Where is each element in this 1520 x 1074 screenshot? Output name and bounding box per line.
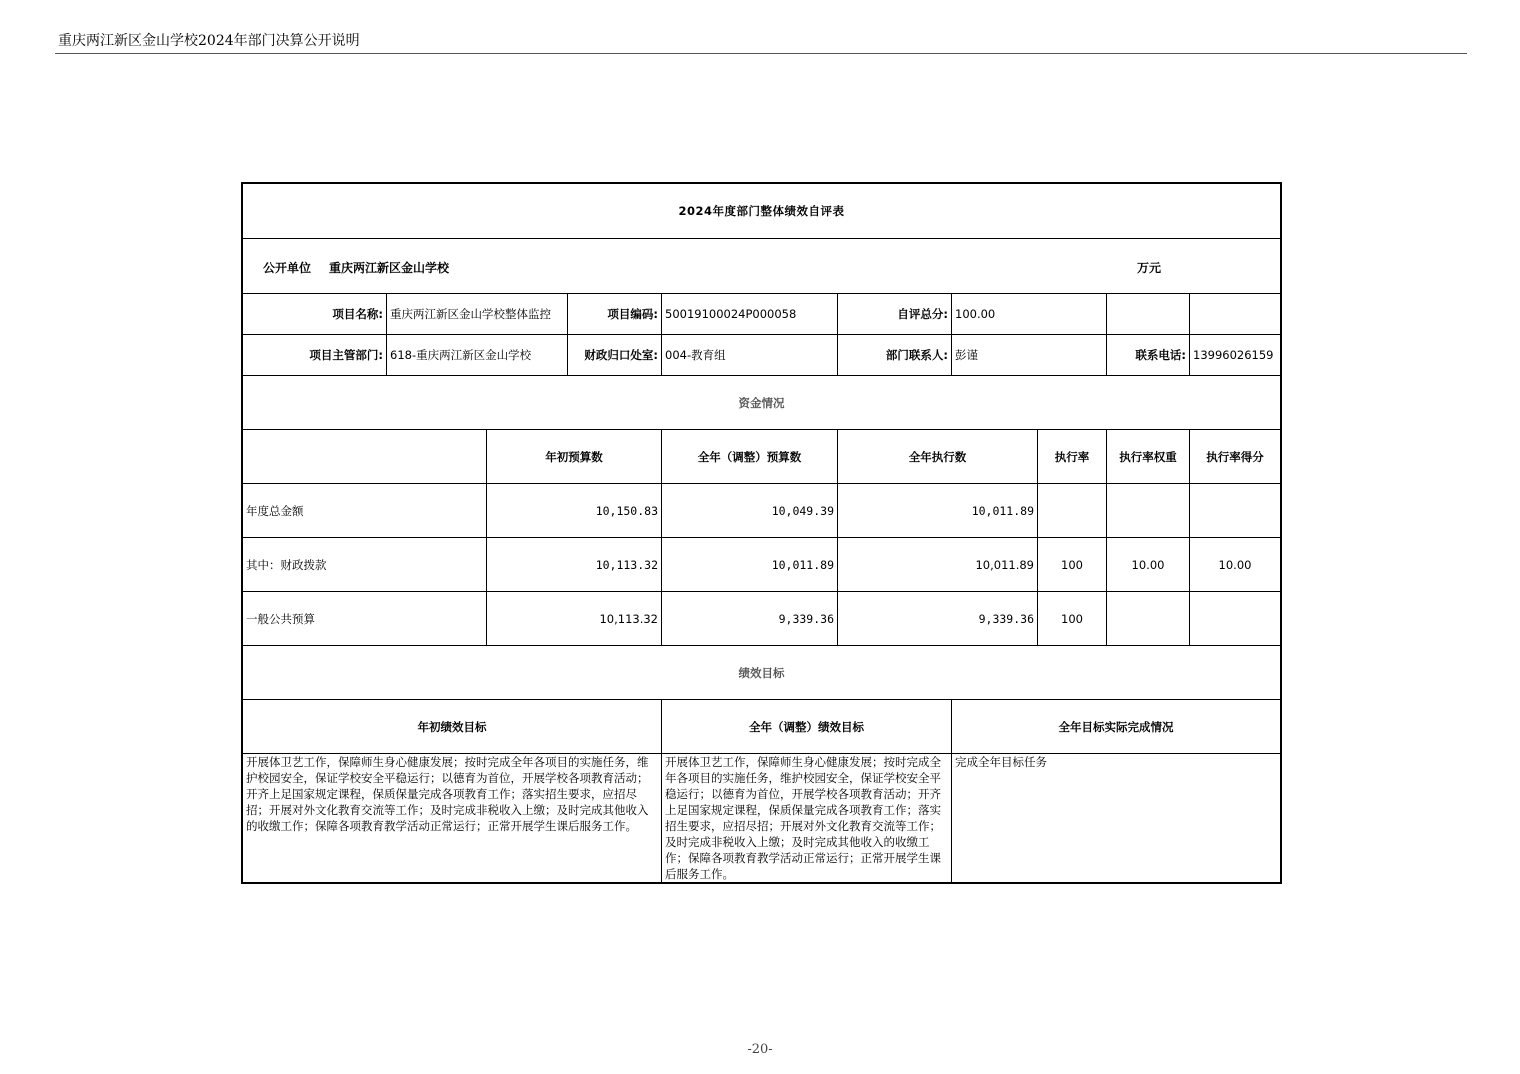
finance-value: 004-教育组 [662, 335, 838, 376]
adjusted-budget-header: 全年（调整）预算数 [662, 430, 838, 484]
page-number: -20- [747, 1042, 773, 1057]
actual-completion-text: 完成全年目标任务 [952, 754, 1281, 883]
contact-value: 彭谨 [952, 335, 1107, 376]
weight-value: 10.00 [1107, 538, 1190, 592]
goals-section-title: 绩效目标 [243, 646, 1281, 700]
page-header: 重庆两江新区金山学校2024年部门决算公开说明 [58, 33, 360, 49]
performance-evaluation-table [242, 183, 1281, 883]
executed-value: 10,011.89 [838, 538, 1038, 592]
project-name-label: 项目名称: [243, 294, 387, 335]
dept-value: 618-重庆两江新区金山学校 [387, 335, 568, 376]
row-label: 年度总金额 [243, 484, 487, 538]
phone-value: 13996026159 [1190, 335, 1281, 376]
adjusted-goals-text: 开展体卫艺工作，保障师生身心健康发展；按时完成全年各项目的实施任务，维护校园安全，保证学校安全平稳运行；以德育为首位，开展学校各项教育活动；开齐上足国家规定课程，保质保量完成各项教育工作；落实招生要求，应招尽招；开展对外文化教育交流等工作；及时完成非税收入上缴；及时完成其他收入的收缴工作；保障各项教育教学活动正常运行；正常开展学生课后服务工作。 [662, 754, 952, 883]
funds-section-title: 资金情况 [243, 376, 1281, 430]
initial-budget-header: 年初预算数 [487, 430, 662, 484]
initial-value: 10,150.83 [487, 484, 662, 538]
executed-value: 10,011.89 [838, 484, 1038, 538]
finance-label: 财政归口处室: [568, 335, 662, 376]
weight-value [1107, 592, 1190, 646]
currency-unit: 万元 [1137, 261, 1162, 275]
empty-cell [1190, 294, 1281, 335]
dept-label: 项目主管部门: [243, 335, 387, 376]
score-value [1190, 484, 1281, 538]
score-label: 自评总分: [838, 294, 952, 335]
phone-label: 联系电话: [1107, 335, 1190, 376]
initial-value: 10,113.32 [487, 538, 662, 592]
empty-header-cell [243, 430, 487, 484]
contact-label: 部门联系人: [838, 335, 952, 376]
row-label: 一般公共预算 [243, 592, 487, 646]
adjusted-value: 10,011.89 [662, 538, 838, 592]
executed-value: 9,339.36 [838, 592, 1038, 646]
rate-value: 100 [1038, 538, 1107, 592]
rate-header: 执行率 [1038, 430, 1107, 484]
unit-label: 公开单位 [263, 261, 312, 275]
initial-goals-header: 年初绩效目标 [243, 700, 662, 754]
unit-name: 重庆两江新区金山学校 [329, 261, 450, 275]
project-code-value: 50019100024P000058 [662, 294, 838, 335]
weight-header: 执行率权重 [1107, 430, 1190, 484]
rate-value [1038, 484, 1107, 538]
row-label: 其中：财政拨款 [243, 538, 487, 592]
table-title: 2024年度部门整体绩效自评表 [243, 184, 1281, 239]
score-value: 100.00 [952, 294, 1107, 335]
table-row [243, 538, 1281, 592]
project-code-label: 项目编码: [568, 294, 662, 335]
unit-row [243, 239, 1281, 294]
score-value [1190, 592, 1281, 646]
weight-value [1107, 484, 1190, 538]
score-value: 10.00 [1190, 538, 1281, 592]
table-row [243, 592, 1281, 646]
rate-score-header: 执行率得分 [1190, 430, 1281, 484]
executed-header: 全年执行数 [838, 430, 1038, 484]
rate-value: 100 [1038, 592, 1107, 646]
table-row [243, 484, 1281, 538]
actual-completion-header: 全年目标实际完成情况 [952, 700, 1281, 754]
initial-value: 10,113.32 [487, 592, 662, 646]
adjusted-value: 10,049.39 [662, 484, 838, 538]
adjusted-value: 9,339.36 [662, 592, 838, 646]
empty-cell [1107, 294, 1190, 335]
header-divider [55, 53, 1467, 54]
project-name-value: 重庆两江新区金山学校整体监控 [387, 294, 568, 335]
initial-goals-text: 开展体卫艺工作，保障师生身心健康发展；按时完成全年各项目的实施任务，维护校园安全，保证学校安全平稳运行；以德育为首位，开展学校各项教育活动；开齐上足国家规定课程，保质保量完成各项教育工作；落实招生要求，应招尽招；开展对外文化教育交流等工作；及时完成非税收入上缴；及时完成其他收入的收缴工作；保障各项教育教学活动正常运行；正常开展学生课后服务工作。 [243, 754, 662, 883]
adjusted-goals-header: 全年（调整）绩效目标 [662, 700, 952, 754]
